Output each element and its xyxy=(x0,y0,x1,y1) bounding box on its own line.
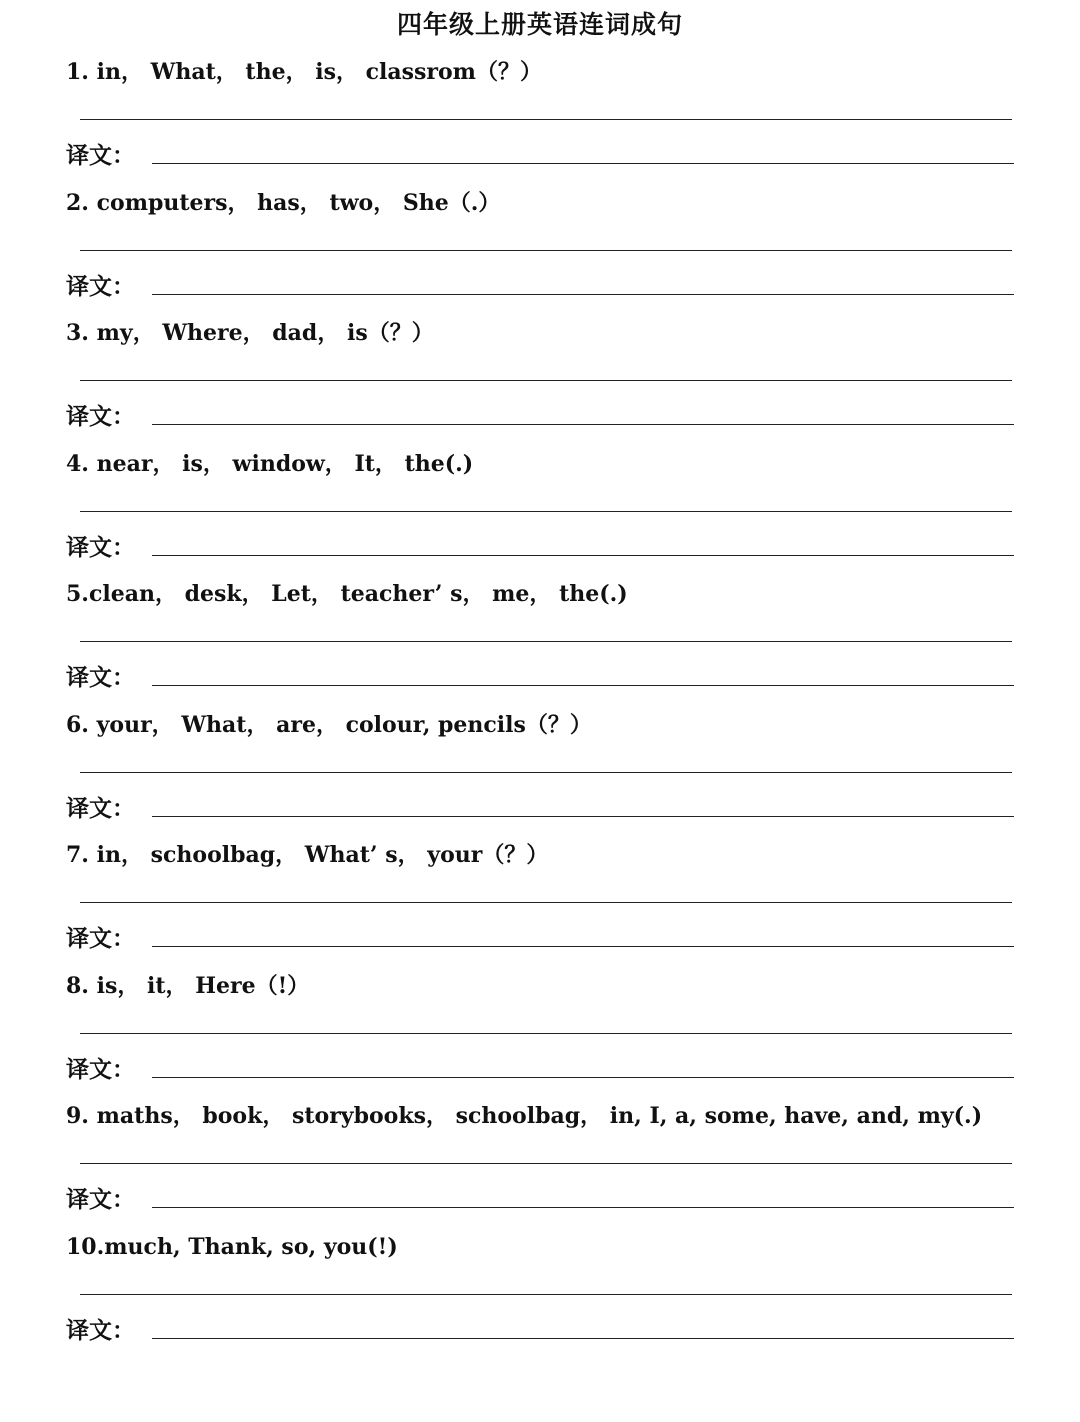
answer-line xyxy=(80,380,1012,381)
translation-label: 译文： xyxy=(66,1056,135,1083)
exercise-item-5 xyxy=(0,579,1080,710)
answer-line xyxy=(80,1033,1012,1034)
answer-line xyxy=(80,250,1012,251)
translation-line xyxy=(152,946,1014,947)
answer-line xyxy=(80,1294,1012,1295)
exercise-item-8 xyxy=(0,971,1080,1102)
question-text: 7. in， schoolbag， What’ s， your（？） xyxy=(66,842,549,868)
translation-label: 译文： xyxy=(66,795,135,822)
question-text: 10.much, Thank, so, you(!) xyxy=(66,1234,398,1260)
question-text: 2. computers， has， two， She（.） xyxy=(66,190,501,216)
answer-line xyxy=(80,1163,1012,1164)
answer-line xyxy=(80,641,1012,642)
exercise-item-10 xyxy=(0,1232,1080,1363)
translation-label: 译文： xyxy=(66,403,135,430)
answer-line xyxy=(80,119,1012,120)
translation-line xyxy=(152,685,1014,686)
translation-label: 译文： xyxy=(66,142,135,169)
translation-line xyxy=(152,424,1014,425)
question-text: 1. in， What， the， is， classrom（？） xyxy=(66,59,542,85)
translation-line xyxy=(152,816,1014,817)
translation-line xyxy=(152,1338,1014,1339)
translation-label: 译文： xyxy=(66,925,135,952)
answer-line xyxy=(80,772,1012,773)
worksheet-title: 四年级上册英语连词成句 xyxy=(396,10,683,39)
answer-line xyxy=(80,902,1012,903)
translation-label: 译文： xyxy=(66,1186,135,1213)
exercise-item-1 xyxy=(0,57,1080,188)
question-text: 6. your， What， are， colour, pencils（？） xyxy=(66,712,592,738)
translation-label: 译文： xyxy=(66,1317,135,1344)
question-text: 9. maths， book， storybooks， schoolbag， in, I, a, some, have, and, my(.) xyxy=(66,1103,983,1129)
translation-label: 译文： xyxy=(66,534,135,561)
exercise-item-9 xyxy=(0,1101,1080,1232)
translation-line xyxy=(152,163,1014,164)
question-text: 3. my， Where， dad， is（？） xyxy=(66,320,434,346)
translation-label: 译文： xyxy=(66,273,135,300)
exercise-item-4 xyxy=(0,449,1080,580)
exercise-item-6 xyxy=(0,710,1080,841)
exercise-item-2 xyxy=(0,188,1080,319)
question-text: 8. is， it， Here（!） xyxy=(66,973,310,999)
translation-line xyxy=(152,555,1014,556)
translation-label: 译文： xyxy=(66,664,135,691)
question-text: 4. near， is， window， It， the(.) xyxy=(66,451,474,477)
translation-line xyxy=(152,294,1014,295)
translation-line xyxy=(152,1077,1014,1078)
translation-line xyxy=(152,1207,1014,1208)
exercise-item-7 xyxy=(0,840,1080,971)
question-text: 5.clean， desk， Let， teacher’ s， me， the(.) xyxy=(66,581,628,607)
answer-line xyxy=(80,511,1012,512)
exercise-item-3 xyxy=(0,318,1080,449)
